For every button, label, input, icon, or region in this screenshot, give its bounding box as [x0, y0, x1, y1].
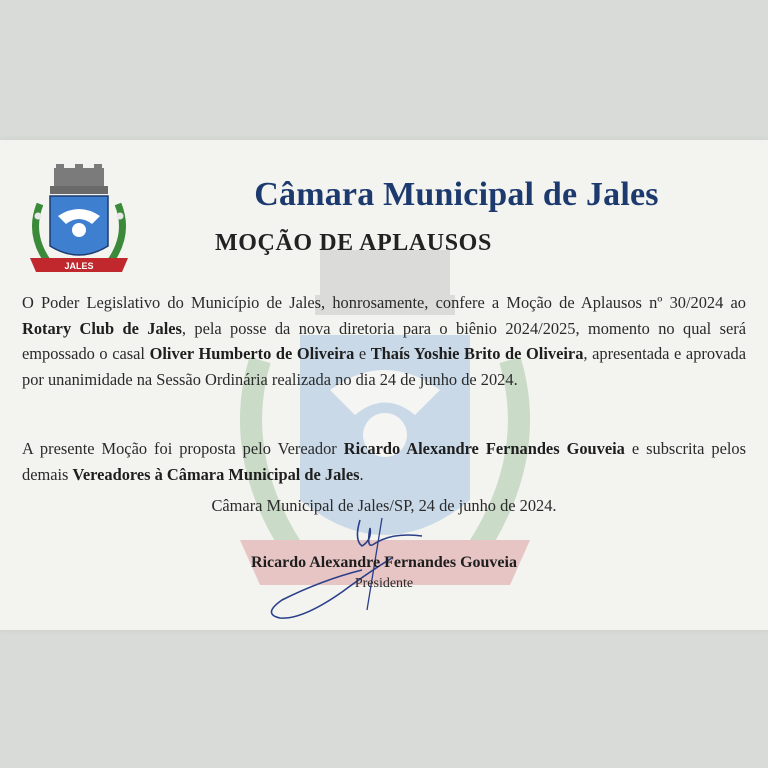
bold-text-run: Vereadores à Câmara Municipal de Jales [72, 464, 360, 484]
document-type-heading: MOÇÃO DE APLAUSOS [215, 230, 492, 256]
dateline: Câmara Municipal de Jales/SP, 24 de junho de 2024. [211, 496, 557, 515]
text-run: e [354, 344, 371, 363]
signer-role: Presidente [354, 576, 414, 591]
motion-paragraph-2 [22, 436, 746, 487]
text-run: , apresentada e aprovada por unanimidade na Sessão Ordinária realizada no dia 24 de junho de 2024. [22, 344, 746, 389]
text-run: A presente Moção foi proposta pelo Vereador [22, 439, 344, 458]
crest-banner-text: JALES [64, 261, 94, 271]
bold-text-run: Oliver Humberto de Oliveira [149, 344, 355, 363]
text-run: e subscrita pelos demais [22, 439, 746, 484]
text-run: O Poder Legislativo do Município de Jales, honrosamente, confere a Moção de Aplausos nº 30/2024 ao [22, 293, 746, 312]
bold-text-run: Rotary Club de Jales [22, 318, 182, 338]
text-run: , pela posse da nova diretoria para o biênio 2024/2025, momento no qual será empossado o casal [22, 318, 746, 363]
signer-name: Ricardo Alexandre Fernandes Gouveia [251, 554, 517, 571]
text-run: . [359, 464, 364, 484]
bold-text-run: Ricardo Alexandre Fernandes Gouveia [343, 439, 625, 458]
institution-title: Câmara Municipal de Jales [254, 176, 659, 213]
motion-paragraph-1 [22, 290, 746, 392]
motion-document [0, 140, 768, 630]
bold-text-run: Thaís Yoshie Brito de Oliveira [370, 344, 584, 363]
